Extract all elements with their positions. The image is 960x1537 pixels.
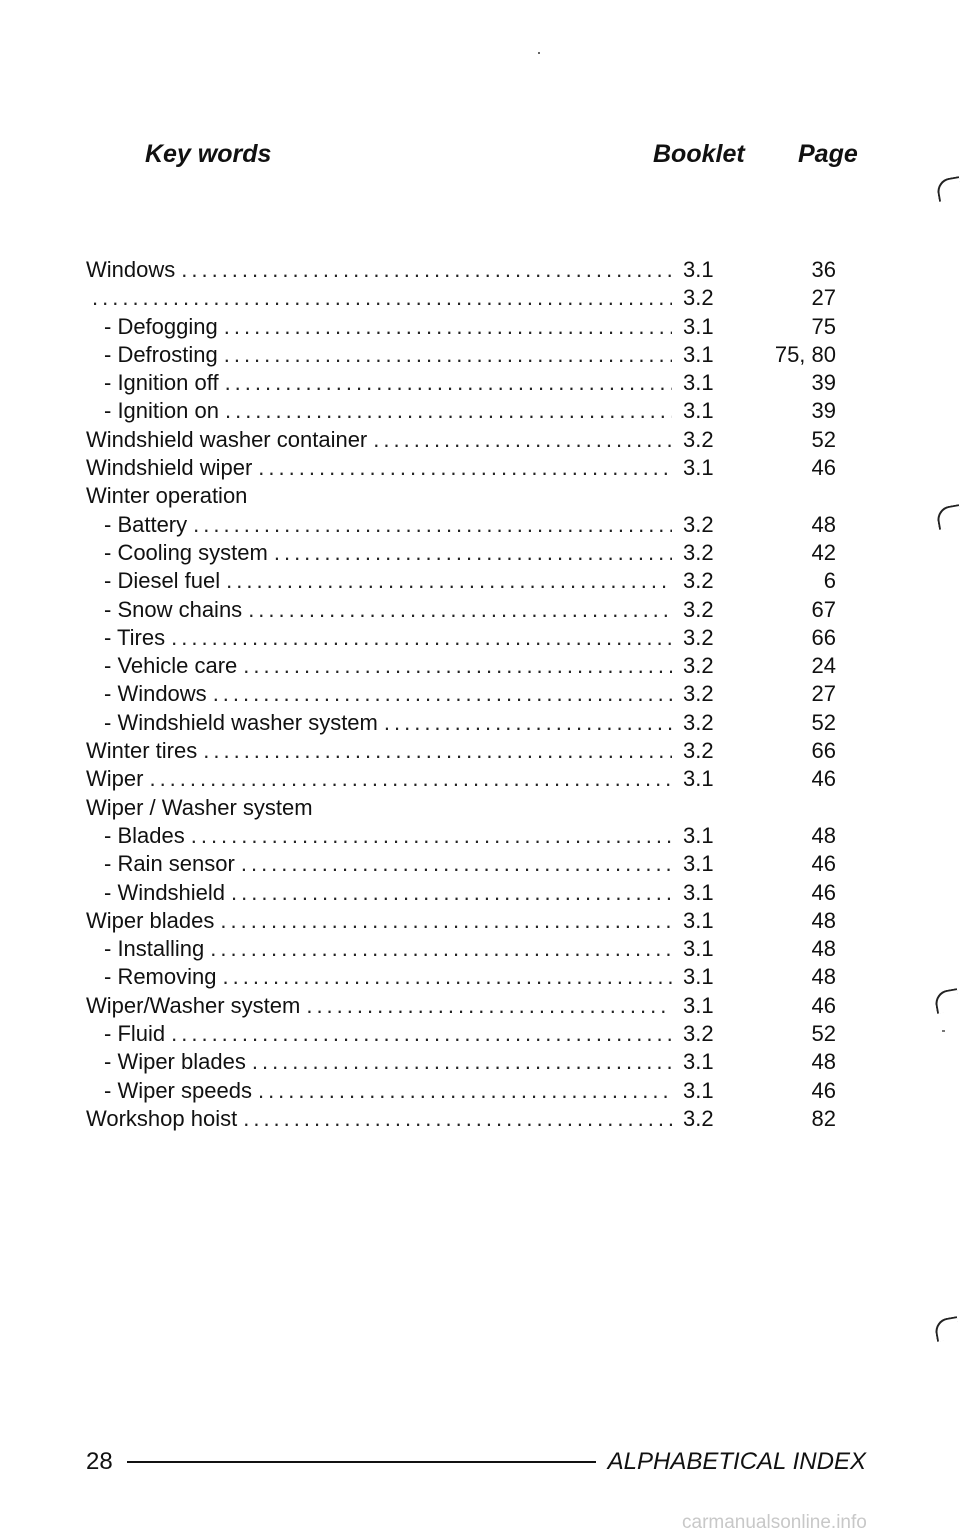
- leader-dots: [222, 963, 672, 991]
- page-reference: 39: [811, 398, 836, 424]
- booklet-number: 3.2: [683, 624, 714, 650]
- index-entry-label: - Blades: [104, 822, 185, 848]
- index-row: [0, 850, 960, 878]
- index-row: [0, 567, 960, 595]
- index-entry-label: - Vehicle care: [104, 653, 238, 679]
- index-entry-label: - Wiper blades: [104, 1049, 246, 1075]
- index-row: [0, 1077, 960, 1105]
- leader-dots: [231, 879, 672, 907]
- index-entry-label: - Ignition on: [104, 398, 219, 424]
- page-reference: 82: [811, 1105, 836, 1131]
- leader-dots: [193, 511, 672, 539]
- index-row: [0, 794, 960, 822]
- margin-mark-icon: [933, 1316, 960, 1342]
- index-entry: [86, 1105, 672, 1133]
- index-entry-label: - Windows: [104, 681, 207, 707]
- index-row: [0, 737, 960, 765]
- page-reference: 27: [811, 285, 836, 311]
- leader-dots: [191, 822, 672, 850]
- booklet-number: 3.2: [683, 1105, 714, 1131]
- index-entry-label: - Snow chains: [104, 596, 243, 622]
- leader-dots: [319, 794, 672, 822]
- index-entry-label: - Ignition off: [104, 370, 219, 396]
- index-row: [0, 426, 960, 454]
- index-row: [0, 539, 960, 567]
- booklet-number: 3.1: [683, 907, 714, 933]
- page-reference: 48: [811, 1049, 836, 1075]
- index-entry: [104, 850, 672, 878]
- index-entry: [86, 794, 672, 822]
- booklet-number: 3.2: [683, 1021, 714, 1047]
- booklet-number: 3.1: [683, 341, 714, 367]
- column-header-key-words: Key words: [145, 140, 272, 168]
- leader-dots: [181, 256, 672, 284]
- leader-dots: [171, 1020, 672, 1048]
- index-row: [0, 454, 960, 482]
- page-reference: 67: [811, 596, 836, 622]
- booklet-number: 3.1: [683, 822, 714, 848]
- index-entry: [86, 426, 672, 454]
- index-entry-label: - Installing: [104, 936, 205, 962]
- page-reference: 6: [823, 568, 836, 594]
- scan-speck: [538, 52, 540, 54]
- margin-mark-icon: [935, 176, 960, 202]
- watermark: carmanualsonline.info: [682, 1512, 867, 1533]
- leader-dots: [220, 907, 672, 935]
- leader-dots: [224, 341, 672, 369]
- page-reference: 48: [811, 936, 836, 962]
- index-entry-label: - Wiper speeds: [104, 1077, 252, 1103]
- index-entry: [104, 313, 672, 341]
- leader-dots: [226, 567, 672, 595]
- index-row: [0, 397, 960, 425]
- index-row: [0, 341, 960, 369]
- index-entry: [104, 596, 672, 624]
- page-reference: 27: [811, 681, 836, 707]
- index-entry-label: Windshield washer container: [86, 426, 368, 452]
- leader-dots: [373, 426, 672, 454]
- page-reference: 75: [811, 313, 836, 339]
- page-reference: 75, 80: [774, 341, 836, 367]
- index-entry-label: - Defogging: [104, 313, 218, 339]
- index-entry-label: - Defrosting: [104, 341, 218, 367]
- footer-rule: [127, 1461, 596, 1463]
- index-entry: [86, 284, 672, 312]
- booklet-number: 3.1: [683, 936, 714, 962]
- leader-dots: [252, 1048, 672, 1076]
- index-entry: [86, 256, 672, 284]
- page-reference: 46: [811, 879, 836, 905]
- booklet-number: 3.1: [683, 992, 714, 1018]
- index-entry: [104, 397, 672, 425]
- index-entry-label: - Removing: [104, 964, 217, 990]
- index-entry: [104, 935, 672, 963]
- leader-dots: [224, 313, 672, 341]
- index-row: [0, 935, 960, 963]
- page-reference: 48: [811, 822, 836, 848]
- index-row: [0, 596, 960, 624]
- index-entry-label: Wiper / Washer system: [86, 794, 313, 820]
- page-footer: [86, 1445, 866, 1479]
- booklet-number: 3.2: [683, 681, 714, 707]
- leader-dots: [384, 709, 672, 737]
- index-entry-label: Wiper: [86, 766, 144, 792]
- page-reference: 48: [811, 907, 836, 933]
- index-row: [0, 624, 960, 652]
- booklet-number: 3.1: [683, 766, 714, 792]
- index-row: [0, 709, 960, 737]
- index-list: [0, 256, 960, 1133]
- page-reference: 46: [811, 766, 836, 792]
- booklet-number: 3.1: [683, 1077, 714, 1103]
- index-entry: [104, 1048, 672, 1076]
- index-entry: [104, 624, 672, 652]
- index-row: [0, 1105, 960, 1133]
- leader-dots: [253, 482, 672, 510]
- page-reference: 39: [811, 370, 836, 396]
- index-entry: [104, 567, 672, 595]
- index-entry-label: - Windshield: [104, 879, 226, 905]
- index-entry: [104, 341, 672, 369]
- leader-dots: [258, 454, 672, 482]
- index-entry: [86, 907, 672, 935]
- index-entry: [104, 652, 672, 680]
- index-entry: [104, 369, 672, 397]
- index-row: [0, 907, 960, 935]
- booklet-number: 3.1: [683, 398, 714, 424]
- booklet-number: 3.1: [683, 455, 714, 481]
- section-title: ALPHABETICAL INDEX: [607, 1448, 866, 1475]
- index-entry-label: - Battery: [104, 511, 188, 537]
- index-entry: [86, 482, 672, 510]
- booklet-number: 3.1: [683, 370, 714, 396]
- leader-dots: [225, 397, 672, 425]
- index-entry: [86, 454, 672, 482]
- index-row: [0, 369, 960, 397]
- index-entry-label: - Cooling system: [104, 539, 268, 565]
- index-entry-label: Wiper/Washer system: [86, 992, 301, 1018]
- page-reference: 46: [811, 455, 836, 481]
- page-reference: 66: [811, 738, 836, 764]
- leader-dots: [258, 1077, 672, 1105]
- index-entry-label: - Fluid: [104, 1021, 166, 1047]
- page-reference: 24: [811, 653, 836, 679]
- index-entry-label: - Rain sensor: [104, 851, 235, 877]
- booklet-number: 3.2: [683, 738, 714, 764]
- leader-dots: [306, 992, 672, 1020]
- leader-dots: [243, 652, 672, 680]
- booklet-number: 3.2: [683, 568, 714, 594]
- index-row: [0, 765, 960, 793]
- index-entry-label: - Windshield washer system: [104, 709, 378, 735]
- index-row: [0, 822, 960, 850]
- leader-dots: [149, 765, 672, 793]
- index-row: [0, 511, 960, 539]
- index-entry-label: - Tires: [104, 624, 166, 650]
- index-entry: [104, 709, 672, 737]
- index-entry: [86, 992, 672, 1020]
- leader-dots: [213, 680, 672, 708]
- index-entry: [104, 1020, 672, 1048]
- page-number: 28: [86, 1448, 113, 1475]
- booklet-number: 3.2: [683, 285, 714, 311]
- leader-dots: [274, 539, 672, 567]
- page-reference: 52: [811, 1021, 836, 1047]
- page-reference: 42: [811, 539, 836, 565]
- page-reference: 46: [811, 992, 836, 1018]
- booklet-number: 3.1: [683, 313, 714, 339]
- page-reference: 46: [811, 851, 836, 877]
- index-row: [0, 963, 960, 991]
- index-entry-label: Windows: [86, 257, 176, 282]
- booklet-number: 3.2: [683, 709, 714, 735]
- index-row: [0, 313, 960, 341]
- index-entry-label: Workshop hoist: [86, 1105, 238, 1131]
- page-reference: 66: [811, 624, 836, 650]
- booklet-number: 3.1: [683, 851, 714, 877]
- booklet-number: 3.1: [683, 879, 714, 905]
- index-entry: [104, 511, 672, 539]
- index-entry-label: Wiper blades: [86, 907, 215, 933]
- index-row: [0, 1048, 960, 1076]
- page-reference: 48: [811, 511, 836, 537]
- index-row: [0, 680, 960, 708]
- index-entry: [86, 737, 672, 765]
- booklet-number: 3.2: [683, 426, 714, 452]
- booklet-number: 3.2: [683, 596, 714, 622]
- booklet-number: 3.1: [683, 964, 714, 990]
- page-reference: 46: [811, 1077, 836, 1103]
- page-reference: 36: [811, 257, 836, 282]
- index-entry: [86, 765, 672, 793]
- booklet-number: 3.1: [683, 1049, 714, 1075]
- leader-dots: [171, 624, 672, 652]
- page-reference: 52: [811, 426, 836, 452]
- index-row: [0, 879, 960, 907]
- column-header-page: Page: [798, 140, 858, 168]
- index-entry: [104, 539, 672, 567]
- booklet-number: 3.2: [683, 653, 714, 679]
- index-entry-label: Winter tires: [86, 738, 198, 764]
- leader-dots: [203, 737, 672, 765]
- index-entry: [104, 822, 672, 850]
- index-entry-label: Winter operation: [86, 483, 248, 509]
- booklet-number: 3.1: [683, 257, 714, 282]
- index-entry: [104, 680, 672, 708]
- index-row: [0, 256, 960, 284]
- leader-dots: [241, 850, 672, 878]
- booklet-number: 3.2: [683, 539, 714, 565]
- page-reference: 48: [811, 964, 836, 990]
- page-reference: 52: [811, 709, 836, 735]
- column-header-booklet: Booklet: [653, 140, 745, 168]
- index-entry: [104, 879, 672, 907]
- leader-dots: [248, 596, 672, 624]
- index-entry-label: - Diesel fuel: [104, 568, 221, 594]
- index-row: [0, 652, 960, 680]
- booklet-number: 3.2: [683, 511, 714, 537]
- leader-dots: [225, 369, 672, 397]
- index-entry: [104, 963, 672, 991]
- index-row: [0, 284, 960, 312]
- index-row: [0, 992, 960, 1020]
- index-row: [0, 482, 960, 510]
- leader-dots: [243, 1105, 672, 1133]
- index-row: [0, 1020, 960, 1048]
- index-entry-label: Windshield wiper: [86, 455, 253, 481]
- leader-dots: [92, 284, 672, 312]
- index-entry: [104, 1077, 672, 1105]
- leader-dots: [210, 935, 672, 963]
